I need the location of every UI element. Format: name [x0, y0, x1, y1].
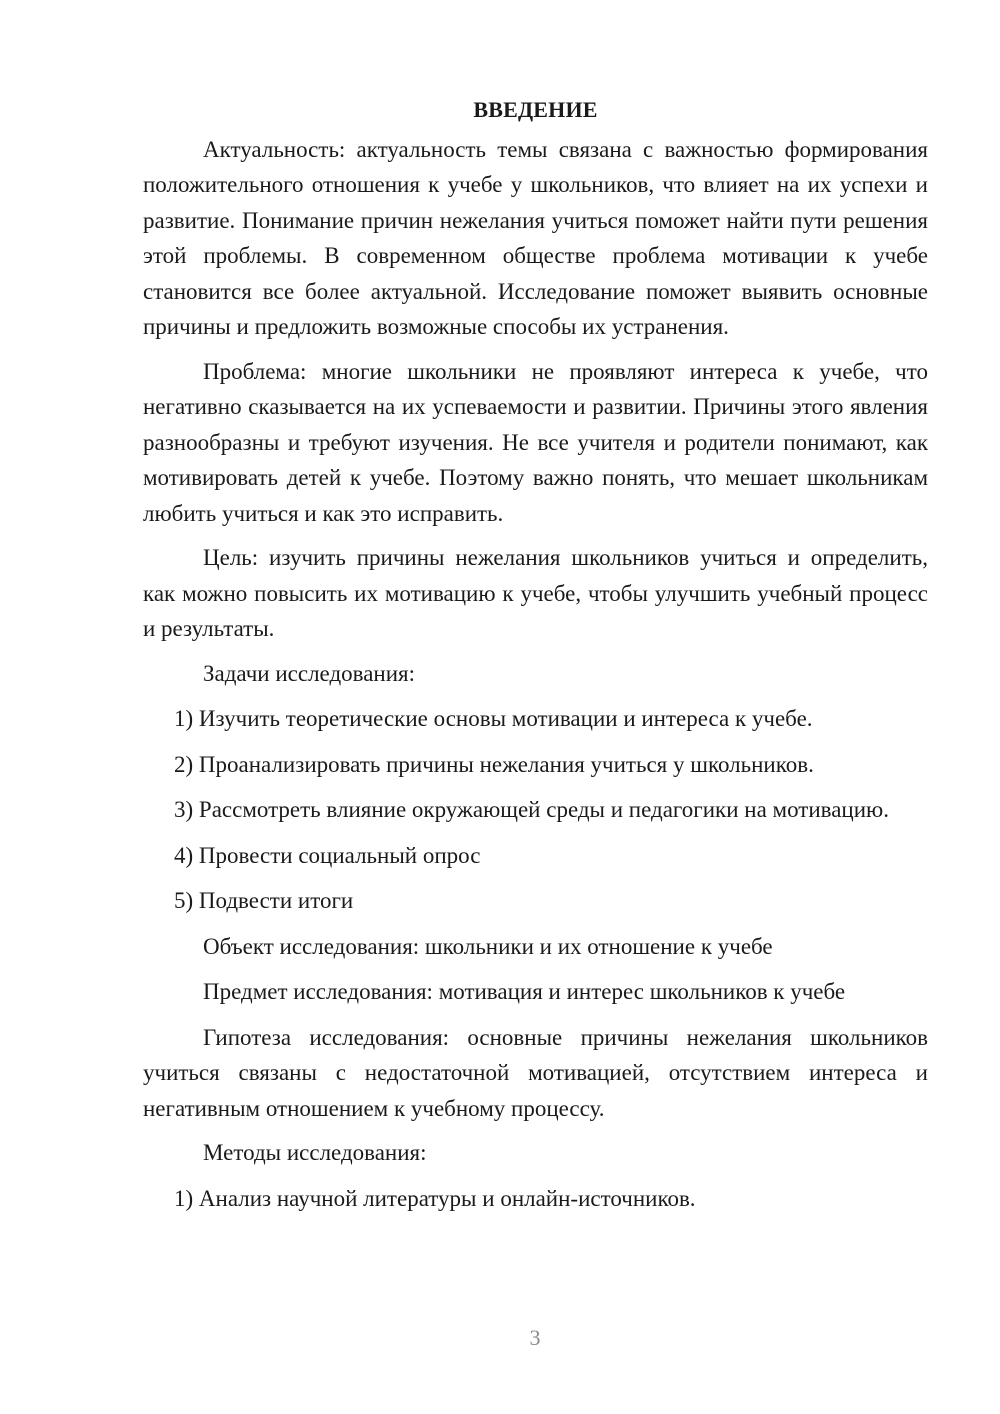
problem-paragraph: Проблема: многие школьники не проявляют интереса к учебе, что негативно сказывается на их успеваемости и развитии. Причины этого явления разнообразны и требуют изучения. Не все учителя и родители понимают, как мотивировать детей к учебе. Поэтому важно понять, что мешает школьникам любить учиться и как это исправить. [143, 358, 928, 526]
task-item: 2) Проанализировать причины нежелания учиться у школьников. [174, 751, 814, 777]
page-content [143, 92, 928, 1226]
method-item: 1) Анализ научной литературы и онлайн-источников. [174, 1185, 696, 1211]
hypothesis-paragraph: Гипотеза исследования: основные причины нежелания школьников учиться связаны с недостаточной мотивацией, отсутствием интереса и негативным отношением к учебному процессу. [143, 1024, 928, 1121]
subject-line: Предмет исследования: мотивация и интерес школьников к учебе [203, 979, 846, 1004]
task-item: 1) Изучить теоретические основы мотивации и интереса к учебе. [174, 706, 813, 731]
page-number: 3 [529, 1325, 541, 1350]
task-item: 5) Подвести итоги [174, 888, 354, 913]
task-item: 4) Провести социальный опрос [174, 842, 481, 868]
goal-paragraph: Цель: изучить причины нежелания школьников учиться и определить, как можно повысить их мотивацию к учебе, чтобы улучшить учебный процесс и результаты. [143, 545, 928, 641]
tasks-heading: Задачи исследования: [203, 660, 416, 686]
page-title: ВВЕДЕНИЕ [473, 97, 598, 122]
relevance-paragraph: Актуальность: актуальность темы связана с важностью формирования положительного отношения к учебе у школьников, что влияет на их успехи и развитие. Понимание причин нежелания учиться поможет найти пути решения этой проблемы. В современном обществе проблема мотивации к учебе становится все более актуальной. Исследование поможет выявить основные причины и предложить возможные способы их устранения. [143, 136, 928, 339]
task-item: 3) Рассмотреть влияние окружающей среды и педагогики на мотивацию. [174, 797, 889, 822]
object-line: Объект исследования: школьники и их отношение к учебе [203, 933, 773, 959]
methods-heading: Методы исследования: [203, 1140, 427, 1165]
